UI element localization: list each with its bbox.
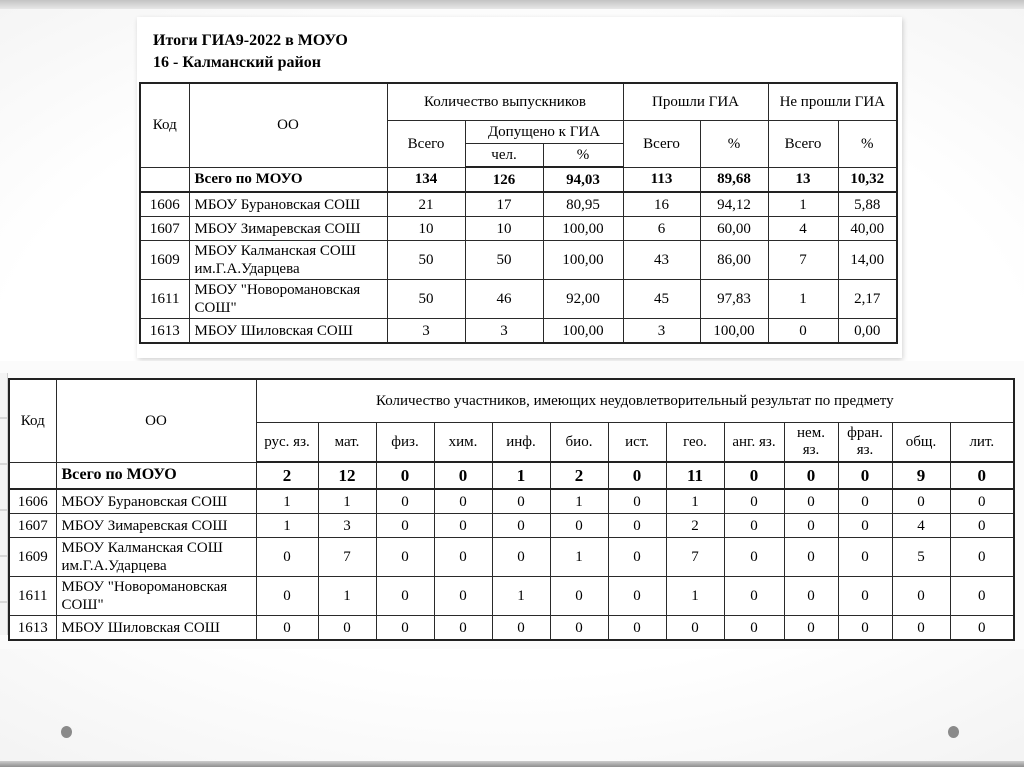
t2-subject-rus: рус. яз.: [256, 423, 318, 463]
cell-value: 0: [608, 577, 666, 616]
cell-value: 50: [387, 280, 465, 319]
cell-value: 100,00: [543, 319, 623, 344]
cell-school-name: МБОУ Шиловская СОШ: [56, 616, 256, 641]
cell-value: 0: [768, 319, 838, 344]
cell-value: 7: [666, 538, 724, 577]
t2-subject-ist: ист.: [608, 423, 666, 463]
cell-value: 0: [434, 577, 492, 616]
cell-value: 92,00: [543, 280, 623, 319]
slide-top-strip: [0, 0, 1024, 9]
cell-value: 1: [492, 462, 550, 489]
cell-value: 0: [892, 616, 950, 641]
cell-value: 0: [256, 616, 318, 641]
cell-school-code: 1606: [9, 489, 56, 514]
cell-value: 89,68: [700, 167, 768, 192]
cell-value: 0: [376, 514, 434, 538]
cell-value: 0,00: [838, 319, 897, 344]
cell-school-code: 1613: [9, 616, 56, 641]
t2-subject-fran: фран. яз.: [838, 423, 892, 463]
cell-value: 4: [768, 217, 838, 241]
cell-value: 1: [768, 192, 838, 217]
cell-school-code: 1611: [9, 577, 56, 616]
slide-decor-dot-left: [61, 726, 72, 738]
cell-value: 10,32: [838, 167, 897, 192]
cell-value: 0: [434, 538, 492, 577]
cell-value: 2: [256, 462, 318, 489]
cell-school-name: МБОУ "Новоромановская СОШ": [189, 280, 387, 319]
table2-sheet: [0, 361, 1024, 649]
cell-value: 0: [492, 514, 550, 538]
table-row: [140, 319, 897, 344]
cell-value: 1: [256, 489, 318, 514]
t2-subject-geo: гео.: [666, 423, 724, 463]
cell-value: 1: [550, 489, 608, 514]
cell-value: 2: [666, 514, 724, 538]
cell-value: 0: [492, 538, 550, 577]
cell-value: 21: [387, 192, 465, 217]
table1-title-line1: Итоги ГИА9-2022 в МОУО: [153, 32, 348, 49]
cell-value: 0: [550, 514, 608, 538]
table-row: [9, 577, 1014, 616]
t1-header-not-passed-group: Не прошли ГИА: [768, 83, 897, 121]
cell-value: 0: [724, 489, 784, 514]
cell-school-name: МБОУ Зимаревская СОШ: [189, 217, 387, 241]
t1-header-oo: ОО: [189, 83, 387, 167]
cell-value: 0: [784, 577, 838, 616]
cell-value: 113: [623, 167, 700, 192]
cell-value: 0: [724, 538, 784, 577]
cell-value: 3: [465, 319, 543, 344]
cell-value: 0: [492, 616, 550, 641]
cell-value: 0: [376, 577, 434, 616]
cell-value: 0: [434, 616, 492, 641]
t1-header-admitted-people: чел.: [465, 144, 543, 168]
t2-subject-him: хим.: [434, 423, 492, 463]
table-row: [140, 241, 897, 280]
cell-value: 94,03: [543, 167, 623, 192]
gia-results-table: [139, 82, 898, 344]
cell-school-name: МБОУ Бурановская СОШ: [189, 192, 387, 217]
t1-header-total: Всего: [387, 121, 465, 168]
cell-value: 13: [768, 167, 838, 192]
cell-value: 100,00: [700, 319, 768, 344]
cell-value: 2,17: [838, 280, 897, 319]
cell-value: 94,12: [700, 192, 768, 217]
t2-subject-mat: мат.: [318, 423, 376, 463]
cell-value: 0: [950, 616, 1014, 641]
cell-school-name: Всего по МОУО: [189, 167, 387, 192]
table-row: [140, 167, 897, 192]
cell-value: 3: [318, 514, 376, 538]
cell-value: 1: [768, 280, 838, 319]
table-row: [140, 217, 897, 241]
cell-value: 126: [465, 167, 543, 192]
cell-school-name: МБОУ Зимаревская СОШ: [56, 514, 256, 538]
cell-value: 1: [256, 514, 318, 538]
cell-value: 0: [838, 616, 892, 641]
cell-school-code: 1613: [140, 319, 189, 344]
cell-value: 0: [318, 616, 376, 641]
cell-value: 0: [838, 462, 892, 489]
t1-header-admitted-group: Допущено к ГИА: [465, 121, 623, 144]
table-row: [9, 489, 1014, 514]
cell-school-code: 1609: [9, 538, 56, 577]
cell-value: 0: [376, 616, 434, 641]
cell-value: 0: [608, 489, 666, 514]
t2-subject-lit: лит.: [950, 423, 1014, 463]
t2-header-group: Количество участников, имеющих неудовлетворительный результат по предмету: [256, 379, 1014, 423]
cell-school-code: 1611: [140, 280, 189, 319]
cell-value: 3: [623, 319, 700, 344]
cell-value: 0: [950, 514, 1014, 538]
spreadsheet-edge-artifact: [0, 373, 8, 635]
cell-value: 80,95: [543, 192, 623, 217]
cell-value: 9: [892, 462, 950, 489]
failed-by-subject-table: [8, 378, 1015, 641]
t2-subject-nem: нем. яз.: [784, 423, 838, 463]
cell-value: 97,83: [700, 280, 768, 319]
table1-title-line2: 16 - Калманский район: [153, 54, 321, 71]
table-row: [140, 192, 897, 217]
table-row: [9, 616, 1014, 641]
cell-value: 7: [768, 241, 838, 280]
cell-school-code: 1609: [140, 241, 189, 280]
cell-value: 0: [376, 489, 434, 514]
cell-value: 1: [318, 489, 376, 514]
cell-value: 0: [608, 538, 666, 577]
cell-value: 6: [623, 217, 700, 241]
table1-title: [137, 17, 902, 74]
table-row: [140, 280, 897, 319]
t2-subject-ang: анг. яз.: [724, 423, 784, 463]
cell-school-name: МБОУ Шиловская СОШ: [189, 319, 387, 344]
cell-value: 0: [892, 489, 950, 514]
cell-school-name: Всего по МОУО: [56, 462, 256, 489]
cell-value: 0: [892, 577, 950, 616]
cell-value: 100,00: [543, 217, 623, 241]
cell-value: 0: [784, 514, 838, 538]
cell-value: 1: [318, 577, 376, 616]
cell-value: 2: [550, 462, 608, 489]
cell-school-code: 1607: [9, 514, 56, 538]
cell-school-code: 1607: [140, 217, 189, 241]
cell-value: 0: [950, 489, 1014, 514]
cell-value: 0: [608, 514, 666, 538]
cell-value: 0: [434, 489, 492, 514]
cell-value: 0: [608, 616, 666, 641]
t2-subject-bio: био.: [550, 423, 608, 463]
t2-subject-obsh: общ.: [892, 423, 950, 463]
cell-value: 40,00: [838, 217, 897, 241]
cell-value: 0: [256, 538, 318, 577]
t2-header-code: Код: [9, 379, 56, 462]
cell-value: 0: [784, 462, 838, 489]
t1-header-not-passed-total: Всего: [768, 121, 838, 168]
t1-header-passed-percent: %: [700, 121, 768, 168]
cell-value: 16: [623, 192, 700, 217]
cell-value: 0: [950, 462, 1014, 489]
cell-value: 0: [950, 577, 1014, 616]
cell-school-name: МБОУ Бурановская СОШ: [56, 489, 256, 514]
cell-value: 0: [724, 616, 784, 641]
cell-value: 1: [666, 489, 724, 514]
cell-value: 5: [892, 538, 950, 577]
cell-value: 0: [724, 514, 784, 538]
t2-header-oo: ОО: [56, 379, 256, 462]
cell-school-code: 1606: [140, 192, 189, 217]
cell-value: 1: [550, 538, 608, 577]
slide-decor-dot-right: [948, 726, 959, 738]
cell-school-code: [140, 167, 189, 192]
cell-value: 5,88: [838, 192, 897, 217]
cell-value: 0: [838, 577, 892, 616]
cell-value: 0: [838, 538, 892, 577]
cell-value: 0: [724, 462, 784, 489]
t1-header-code: Код: [140, 83, 189, 167]
cell-value: 0: [434, 462, 492, 489]
cell-value: 0: [950, 538, 1014, 577]
cell-value: 7: [318, 538, 376, 577]
cell-school-name: МБОУ "Новоромановская СОШ": [56, 577, 256, 616]
cell-value: 14,00: [838, 241, 897, 280]
cell-value: 10: [387, 217, 465, 241]
cell-value: 1: [666, 577, 724, 616]
cell-school-name: МБОУ Калманская СОШ им.Г.А.Ударцева: [56, 538, 256, 577]
cell-value: 0: [838, 514, 892, 538]
cell-value: 0: [784, 489, 838, 514]
cell-value: 0: [784, 616, 838, 641]
cell-value: 3: [387, 319, 465, 344]
cell-value: 0: [376, 462, 434, 489]
cell-value: 0: [256, 577, 318, 616]
cell-value: 0: [434, 514, 492, 538]
table-row: [9, 462, 1014, 489]
cell-value: 0: [838, 489, 892, 514]
cell-value: 0: [724, 577, 784, 616]
t1-header-passed-total: Всего: [623, 121, 700, 168]
cell-value: 1: [492, 577, 550, 616]
cell-value: 60,00: [700, 217, 768, 241]
cell-value: 86,00: [700, 241, 768, 280]
cell-value: 0: [492, 489, 550, 514]
t2-subject-inf: инф.: [492, 423, 550, 463]
cell-value: 10: [465, 217, 543, 241]
cell-value: 45: [623, 280, 700, 319]
cell-value: 0: [784, 538, 838, 577]
t2-subject-fiz: физ.: [376, 423, 434, 463]
cell-value: 0: [608, 462, 666, 489]
table-row: [9, 538, 1014, 577]
cell-value: 50: [465, 241, 543, 280]
slide-bottom-strip: [0, 761, 1024, 767]
cell-value: 43: [623, 241, 700, 280]
t1-header-not-passed-percent: %: [838, 121, 897, 168]
cell-value: 46: [465, 280, 543, 319]
cell-value: 11: [666, 462, 724, 489]
cell-value: 100,00: [543, 241, 623, 280]
t1-header-passed-group: Прошли ГИА: [623, 83, 768, 121]
cell-value: 12: [318, 462, 376, 489]
cell-school-name: МБОУ Калманская СОШ им.Г.А.Ударцева: [189, 241, 387, 280]
table-row: [9, 514, 1014, 538]
cell-value: 0: [550, 616, 608, 641]
cell-value: 0: [550, 577, 608, 616]
cell-value: 4: [892, 514, 950, 538]
cell-value: 0: [376, 538, 434, 577]
t1-header-admitted-percent: %: [543, 144, 623, 168]
cell-value: 0: [666, 616, 724, 641]
cell-value: 17: [465, 192, 543, 217]
cell-school-code: [9, 462, 56, 489]
t1-header-graduates-group: Количество выпускников: [387, 83, 623, 121]
cell-value: 134: [387, 167, 465, 192]
cell-value: 50: [387, 241, 465, 280]
table1-panel: [137, 17, 902, 358]
